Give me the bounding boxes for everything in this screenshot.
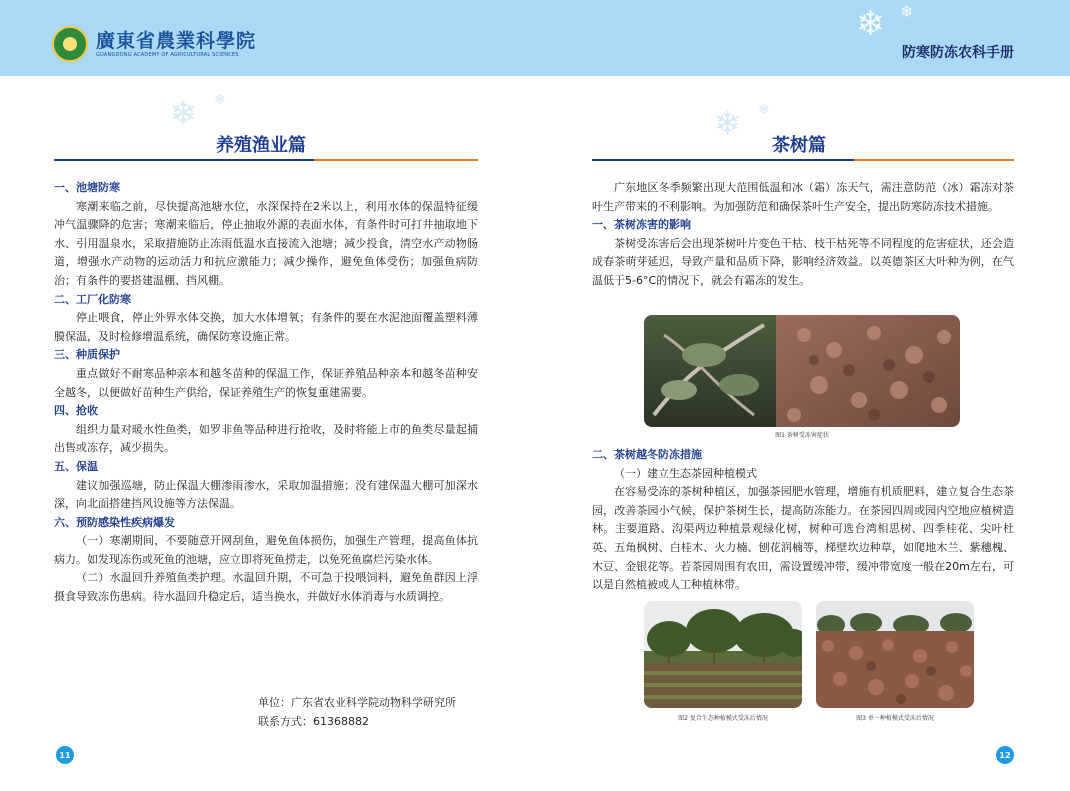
body-harvest: 组织力量对暖水性鱼类，如罗非鱼等品种进行抢收，及时将能上市的鱼类尽量起捕出售或冻存，减少损失。 <box>54 422 478 455</box>
left-title-rule-blue <box>54 159 314 161</box>
snowflake-icon: ❄ <box>170 94 197 132</box>
tea-intro: 广东地区冬季频繁出现大范围低温和冰（霜）冻天气，需注意防范（冰）霜冻对茶叶生产带来的不利影响。为加强防范和确保茶叶生产安全，提出防寒防冻技术措施。 <box>592 181 1014 213</box>
heading-tea-damage: 一、茶树冻害的影响 <box>592 218 691 232</box>
body-factory: 停止喂食，停止外界水体交换，加大水体增氧；有条件的要在水泥池面覆盖塑料薄膜保温，及时检修增温系统，确保防寒设施正常。 <box>54 311 478 343</box>
body-tea-damage: 茶树受冻害后会出现茶树叶片变色干枯、枝干枯死等不同程度的危害症状，还会造成春茶萌芽延迟，导致产量和品质下降，影响经济效益。以英德茶区大叶种为例，在气温低于5-6°C的情况下，就会有霜冻的发生。 <box>592 236 1014 287</box>
figure2-illustration <box>644 601 802 708</box>
heading-pond: 一、池塘防寒 <box>54 181 120 194</box>
subheading-eco-garden: （一）建立生态茶园种植模式 <box>614 466 757 480</box>
figure2-caption: 图2 复合生态种植模式受冻后情况 <box>678 715 768 722</box>
unit-line: 单位：广东省农业科学院动物科学研究所 <box>258 696 456 709</box>
figure1-illustration <box>644 315 960 427</box>
page-number-left: 11 <box>56 746 74 764</box>
body-pond: 寒潮来临之前，尽快提高池塘水位，水深保持在2米以上，利用水体的保温特征缓冲气温骤降的危害；寒潮来临后，停止抽取外源的表面水体，有条件时可打井抽取地下水、引用温泉水，采取措施防止冻雨低温水直接流入池塘；减少投食，清空水产动物肠道，增强水产动物的运动活力和抗应激能力；减少操作，避免鱼体受伤；加强鱼病防治；有条件的要搭建温棚、挡风棚。 <box>54 199 478 287</box>
body-germplasm: 重点做好不耐寒品种亲本和越冬苗种的保温工作，保证养殖品种亲本和越冬苗种安全越冬，以便做好苗种生产供给，保证养殖生产的恢复重建需要。 <box>54 366 478 399</box>
heading-factory: 二、工厂化防寒 <box>54 292 131 306</box>
academy-logo-icon <box>52 26 88 62</box>
right-title-rule-blue <box>592 159 854 161</box>
snowflake-icon: ❄ <box>714 104 741 142</box>
left-page-title: 养殖渔业篇 <box>216 135 306 156</box>
body-disease-2: （二）水温回升养殖鱼类护理。水温回升期，不可急于投喂饲料，避免鱼群因上浮摄食导致冻伤患病。待水温回升稳定后，适当换水，并做好水体消毒与水质调控。 <box>54 571 478 604</box>
snowflake-icon: ❄ <box>758 102 770 118</box>
figure1-photo <box>644 315 960 427</box>
body-insulation: 建议加强巡塘，防止保温大棚渗雨渗水，采取加温措施；没有建保温大棚可加深水深，向北面搭建挡风设施等方法保温。 <box>54 478 478 511</box>
right-body-top <box>592 179 1014 291</box>
right-body-bottom <box>592 446 1014 595</box>
org-name-en: GUANGDONG ACADEMY OF AGRICULTURAL SCIENCES <box>96 52 239 58</box>
right-page-title: 茶树篇 <box>772 135 826 156</box>
left-body-text <box>54 179 478 607</box>
header-band <box>0 0 1070 76</box>
figure2-photo <box>644 601 802 708</box>
heading-germplasm: 三、种质保护 <box>54 348 120 362</box>
heading-disease: 六、预防感染性疾病爆发 <box>54 515 175 529</box>
right-title-rule-orange <box>854 159 1014 161</box>
contact-line: 联系方式：61368882 <box>258 715 369 728</box>
heading-insulation: 五、保温 <box>54 459 98 473</box>
left-title-rule-orange <box>314 159 478 161</box>
snowflake-icon: ❄ <box>214 92 226 108</box>
figure1-caption: 图1 茶树受冻害症状 <box>775 432 829 439</box>
academy-logo <box>52 26 256 62</box>
figure3-caption: 图3 单一种植模式受冻后情况 <box>856 715 934 722</box>
figure3-photo <box>816 601 974 708</box>
heading-tea-measures: 二、茶树越冬防冻措施 <box>592 448 702 461</box>
figure3-illustration <box>816 601 974 708</box>
snowflake-icon: ❄ <box>856 4 885 44</box>
body-disease-1: （一）寒潮期间，不要随意开网刮鱼，避免鱼体损伤，加强生产管理，提高鱼体抗病力。如发现冻伤或死鱼的池塘，应立即将死鱼捞走，以免死鱼腐烂污染水体。 <box>54 534 478 566</box>
manual-title: 防寒防冻农科手册 <box>902 45 1014 61</box>
snowflake-icon: ❄ <box>900 2 914 21</box>
body-eco-garden: 在容易受冻的茶树种植区，加强茶园肥水管理，增施有机质肥料，建立复合生态茶园，改善茶园小气候，保护茶树生长，提高防冻能力。在茶园四周或园内空地应植树造林。主要道路、沟渠两边种植景观绿化树，树种可选台湾相思树、四季桂花、尖叶杜英、五角枫树、白桂木、火力楠、刨花润楠等，梯壁坎边种草，如爬地木兰、紫穗槐、木豆、金银花等。若茶园周围有农田，需设置缓冲带，缓冲带宽度一般在20m左右，可以是自然植被或人工种植林带。 <box>592 485 1014 592</box>
heading-harvest: 四、抢收 <box>54 404 98 418</box>
page-number-right: 12 <box>996 746 1014 764</box>
org-name-cn: 廣東省農業科學院 <box>96 30 257 52</box>
